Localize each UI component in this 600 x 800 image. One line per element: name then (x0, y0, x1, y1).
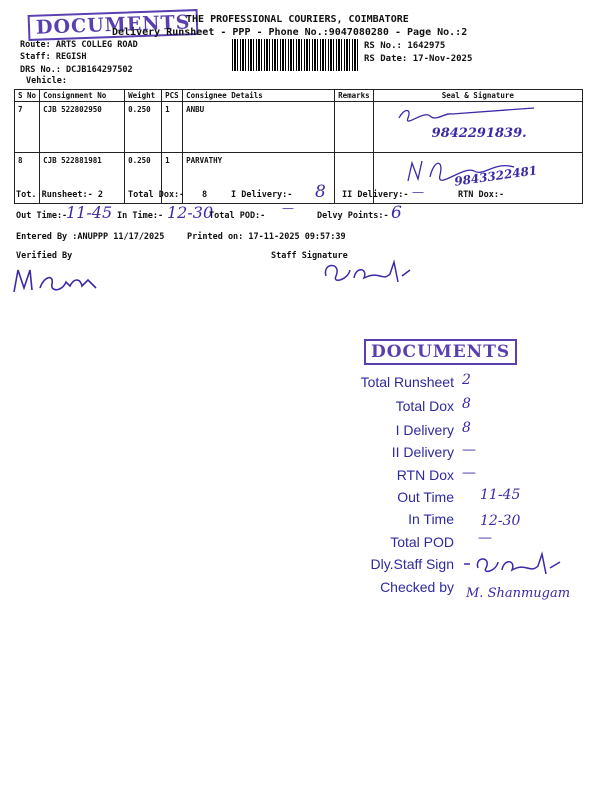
runsheet-subtitle: Delivery Runsheet - PPP - Phone No.:9047080280 - Page No.:2 (112, 27, 468, 38)
documents-stamp-top: DOCUMENTS (28, 9, 199, 41)
staff-signature-label: Staff Signature (271, 251, 348, 261)
col-signature: Seal & Signature (373, 90, 582, 102)
tot-runsheet: Tot. Runsheet:- 2 (16, 190, 103, 200)
i-delivery-value: 8 (315, 182, 326, 202)
summary-label-in-time: In Time (408, 511, 454, 527)
col-consignment: Consignment No (40, 90, 125, 102)
table-row (15, 102, 583, 153)
summary-label-i-delivery: I Delivery (395, 422, 454, 438)
summary-label-total-runsheet: Total Runsheet (360, 374, 454, 390)
row-pcs: 1 (162, 153, 183, 204)
col-sno: S No (15, 90, 40, 102)
row-sno: 8 (15, 153, 40, 204)
summary-value-in-time: 12-30 (480, 513, 521, 529)
summary-staff-signature (460, 550, 570, 578)
i-delivery-label: I Delivery:- (231, 190, 293, 200)
row-weight: 0.250 (125, 153, 162, 204)
summary-label-out-time: Out Time (397, 489, 454, 505)
summary-value-total-pod: — (478, 530, 492, 546)
staff: Staff: REGISH (20, 52, 87, 62)
delvy-points-value: 6 (391, 203, 402, 223)
summary-value-out-time: 11-45 (480, 487, 521, 503)
rs-date: RS Date: 17-Nov-2025 (364, 54, 473, 64)
runsheet-table (14, 89, 583, 204)
printed-on: Printed on: 17-11-2025 09:57:39 (187, 232, 346, 242)
out-time-label: Out Time:- (16, 211, 68, 221)
summary-value-i-delivery: 8 (462, 420, 471, 436)
total-dox-value: 8 (202, 190, 208, 200)
row-pcs: 1 (162, 102, 183, 153)
row-consignee: ANBU (183, 102, 335, 153)
summary-value-total-dox: 8 (462, 396, 471, 412)
staff-signature (320, 256, 420, 288)
rtn-dox-label: RTN Dox:- (458, 190, 505, 200)
col-pcs: PCS (162, 90, 183, 102)
col-weight: Weight (125, 90, 162, 102)
verified-by: Verified By (16, 251, 73, 261)
in-time-value: 12-30 (167, 203, 214, 222)
total-pod-value: — (282, 201, 294, 215)
summary-value-checked-by: M. Shanmugam (466, 586, 571, 601)
summary-label-rtn-dox: RTN Dox (396, 467, 454, 483)
summary-value-ii-delivery: — (462, 442, 476, 458)
rs-no: RS No.: 1642975 (364, 41, 446, 51)
out-time-value: 11-45 (66, 203, 113, 222)
row-signature-cell (373, 102, 582, 153)
summary-value-total-runsheet: 2 (462, 372, 471, 388)
ii-delivery-label: II Delivery:- (342, 190, 409, 200)
summary-label-total-dox: Total Dox (395, 398, 454, 414)
drs-no: DRS No.: DCJB164297502 (20, 65, 133, 75)
total-pod-label: Total POD:- (209, 211, 266, 221)
summary-label-checked-by: Checked by (380, 579, 454, 595)
ii-delivery-value: — (412, 185, 424, 199)
summary-label-total-pod: Total POD (390, 534, 454, 550)
col-remarks: Remarks (335, 90, 374, 102)
barcode (232, 39, 359, 71)
summary-label-ii-delivery: II Delivery (391, 444, 454, 460)
delvy-points-label: Delvy Points:- (317, 211, 389, 221)
row-consignment: CJB 522881981 (40, 153, 125, 204)
total-dox-label: Total Dox:- (128, 190, 185, 200)
summary-label-dly-staff-sign: Dly.Staff Sign (370, 556, 454, 572)
row-sno: 7 (15, 102, 40, 153)
signature-scribble (394, 104, 544, 124)
vehicle: Vehicle: (26, 76, 67, 86)
row-consignee: PARVATHY (183, 153, 335, 204)
entered-by: Entered By :ANUPPP 11/17/2025 (16, 232, 165, 242)
signature-phone: 9842291839. (431, 126, 527, 141)
row-consignment: CJB 522802950 (40, 102, 125, 153)
signature-phone: 9843322481 (453, 163, 538, 189)
company-name: THE PROFESSIONAL COURIERS, COIMBATORE (186, 14, 409, 25)
in-time-label: In Time:- (117, 211, 164, 221)
summary-value-rtn-dox: — (462, 465, 476, 481)
route: Route: ARTS COLLEG ROAD (20, 40, 138, 50)
table-header-row (15, 90, 583, 102)
row-weight: 0.250 (125, 102, 162, 153)
row-remarks (335, 102, 374, 153)
documents-stamp-summary: DOCUMENTS (364, 339, 517, 365)
verified-signature (10, 262, 110, 298)
col-consignee: Consignee Details (183, 90, 335, 102)
